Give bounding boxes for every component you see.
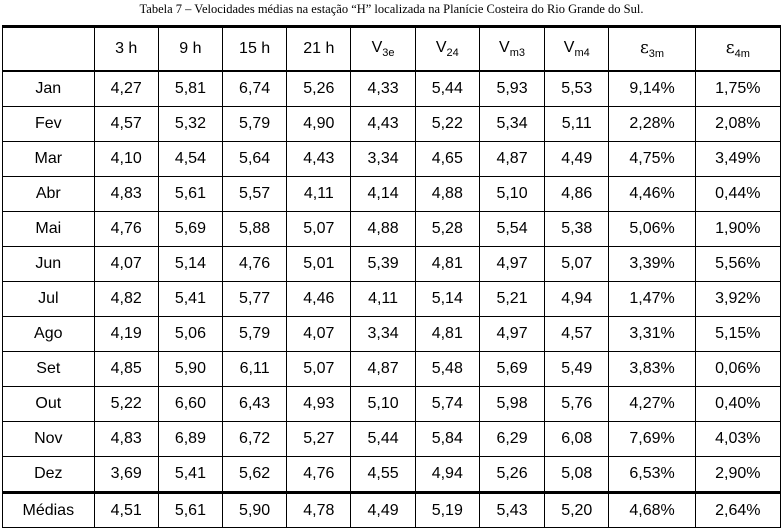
value-cell: 5,22 bbox=[94, 387, 158, 422]
value-cell: 5,28 bbox=[415, 212, 479, 247]
value-cell: 4,94 bbox=[415, 457, 479, 493]
value-cell: 5,54 bbox=[479, 212, 544, 247]
table-row bbox=[3, 457, 781, 493]
value-cell: 1,90% bbox=[695, 212, 780, 247]
value-cell: 3,31% bbox=[609, 317, 695, 352]
value-cell: 4,46% bbox=[609, 177, 695, 212]
value-cell: 4,93 bbox=[287, 387, 351, 422]
value-cell: 0,06% bbox=[695, 352, 780, 387]
header-e4m-sub: 4m bbox=[734, 48, 750, 60]
header-v24-base: V bbox=[435, 39, 447, 56]
month-cell: Dez bbox=[3, 457, 95, 493]
header-e3m-sub: 3m bbox=[648, 48, 665, 60]
table-body bbox=[3, 71, 781, 528]
value-cell: 5,22 bbox=[415, 107, 479, 142]
month-cell: Jan bbox=[3, 71, 95, 107]
value-cell: 4,10 bbox=[94, 142, 158, 177]
value-cell: 5,21 bbox=[479, 282, 544, 317]
value-cell: 1,47% bbox=[609, 282, 695, 317]
value-cell: 5,74 bbox=[415, 387, 479, 422]
month-cell: Jul bbox=[3, 282, 95, 317]
average-value-cell: 5,90 bbox=[223, 493, 287, 528]
value-cell: 5,90 bbox=[158, 352, 222, 387]
value-cell: 9,14% bbox=[609, 71, 695, 107]
value-cell: 5,10 bbox=[479, 177, 544, 212]
value-cell: 5,38 bbox=[545, 212, 609, 247]
value-cell: 6,89 bbox=[158, 422, 222, 457]
value-cell: 6,43 bbox=[223, 387, 287, 422]
value-cell: 5,49 bbox=[545, 352, 609, 387]
table-row bbox=[3, 212, 781, 247]
value-cell: 5,26 bbox=[479, 457, 544, 493]
value-cell: 3,69 bbox=[94, 457, 158, 493]
average-value-cell: 4,51 bbox=[94, 493, 158, 528]
header-vm3-base: V bbox=[499, 39, 510, 56]
value-cell: 6,53% bbox=[609, 457, 695, 493]
value-cell: 4,76 bbox=[94, 212, 158, 247]
month-cell: Abr bbox=[3, 177, 95, 212]
value-cell: 3,83% bbox=[609, 352, 695, 387]
month-cell: Out bbox=[3, 387, 95, 422]
value-cell: 5,64 bbox=[223, 142, 287, 177]
value-cell: 5,14 bbox=[415, 282, 479, 317]
value-cell: 5,69 bbox=[479, 352, 544, 387]
header-v3e bbox=[351, 27, 415, 72]
value-cell: 4,33 bbox=[351, 71, 415, 107]
value-cell: 5,62 bbox=[223, 457, 287, 493]
value-cell: 1,75% bbox=[695, 71, 780, 107]
month-cell: Nov bbox=[3, 422, 95, 457]
value-cell: 4,03% bbox=[695, 422, 780, 457]
value-cell: 5,07 bbox=[545, 247, 609, 282]
table-row bbox=[3, 177, 781, 212]
value-cell: 6,72 bbox=[223, 422, 287, 457]
value-cell: 4,49 bbox=[545, 142, 609, 177]
header-row bbox=[3, 27, 781, 72]
value-cell: 3,92% bbox=[695, 282, 780, 317]
value-cell: 5,98 bbox=[479, 387, 544, 422]
value-cell: 6,08 bbox=[545, 422, 609, 457]
value-cell: 2,28% bbox=[609, 107, 695, 142]
value-cell: 5,06% bbox=[609, 212, 695, 247]
value-cell: 6,11 bbox=[223, 352, 287, 387]
value-cell: 4,83 bbox=[94, 177, 158, 212]
value-cell: 5,15% bbox=[695, 317, 780, 352]
month-cell: Ago bbox=[3, 317, 95, 352]
value-cell: 3,34 bbox=[351, 317, 415, 352]
header-vm3 bbox=[479, 27, 544, 72]
value-cell: 5,57 bbox=[223, 177, 287, 212]
value-cell: 3,49% bbox=[695, 142, 780, 177]
header-15h: 15 h bbox=[223, 27, 287, 72]
value-cell: 5,88 bbox=[223, 212, 287, 247]
value-cell: 2,08% bbox=[695, 107, 780, 142]
value-cell: 4,76 bbox=[287, 457, 351, 493]
value-cell: 4,86 bbox=[545, 177, 609, 212]
value-cell: 0,40% bbox=[695, 387, 780, 422]
value-cell: 4,11 bbox=[287, 177, 351, 212]
value-cell: 5,61 bbox=[158, 177, 222, 212]
value-cell: 4,88 bbox=[415, 177, 479, 212]
header-3h: 3 h bbox=[94, 27, 158, 72]
value-cell: 4,27 bbox=[94, 71, 158, 107]
header-21h: 21 h bbox=[287, 27, 351, 72]
value-cell: 4,85 bbox=[94, 352, 158, 387]
value-cell: 4,27% bbox=[609, 387, 695, 422]
table-row bbox=[3, 247, 781, 282]
value-cell: 4,83 bbox=[94, 422, 158, 457]
value-cell: 4,46 bbox=[287, 282, 351, 317]
value-cell: 5,48 bbox=[415, 352, 479, 387]
velocity-table bbox=[2, 25, 781, 528]
value-cell: 5,77 bbox=[223, 282, 287, 317]
header-blank bbox=[3, 27, 95, 72]
value-cell: 4,88 bbox=[351, 212, 415, 247]
header-e4m bbox=[695, 27, 780, 72]
header-9h: 9 h bbox=[158, 27, 222, 72]
value-cell: 4,11 bbox=[351, 282, 415, 317]
average-value-cell: 5,19 bbox=[415, 493, 479, 528]
value-cell: 5,01 bbox=[287, 247, 351, 282]
value-cell: 5,69 bbox=[158, 212, 222, 247]
table-row bbox=[3, 352, 781, 387]
value-cell: 6,74 bbox=[223, 71, 287, 107]
value-cell: 5,41 bbox=[158, 282, 222, 317]
value-cell: 4,54 bbox=[158, 142, 222, 177]
value-cell: 4,75% bbox=[609, 142, 695, 177]
table-row bbox=[3, 142, 781, 177]
value-cell: 7,69% bbox=[609, 422, 695, 457]
value-cell: 5,93 bbox=[479, 71, 544, 107]
value-cell: 4,87 bbox=[351, 352, 415, 387]
table-row bbox=[3, 387, 781, 422]
header-vm3-sub: m3 bbox=[509, 47, 525, 59]
value-cell: 5,56% bbox=[695, 247, 780, 282]
header-e3m bbox=[609, 27, 695, 72]
value-cell: 5,81 bbox=[158, 71, 222, 107]
value-cell: 4,57 bbox=[545, 317, 609, 352]
header-v3e-sub: 3e bbox=[382, 47, 395, 59]
month-cell: Mai bbox=[3, 212, 95, 247]
month-cell: Jun bbox=[3, 247, 95, 282]
value-cell: 4,97 bbox=[479, 317, 544, 352]
value-cell: 4,87 bbox=[479, 142, 544, 177]
average-value-cell: 4,78 bbox=[287, 493, 351, 528]
value-cell: 5,41 bbox=[158, 457, 222, 493]
value-cell: 4,57 bbox=[94, 107, 158, 142]
month-cell: Mar bbox=[3, 142, 95, 177]
value-cell: 4,19 bbox=[94, 317, 158, 352]
table-row bbox=[3, 422, 781, 457]
value-cell: 0,44% bbox=[695, 177, 780, 212]
averages-row bbox=[3, 493, 781, 528]
table-row bbox=[3, 71, 781, 107]
month-cell: Fev bbox=[3, 107, 95, 142]
header-e4m-base: ε bbox=[725, 38, 735, 58]
value-cell: 4,81 bbox=[415, 247, 479, 282]
value-cell: 5,44 bbox=[415, 71, 479, 107]
value-cell: 5,79 bbox=[223, 317, 287, 352]
table-row bbox=[3, 107, 781, 142]
value-cell: 6,29 bbox=[479, 422, 544, 457]
value-cell: 5,27 bbox=[287, 422, 351, 457]
value-cell: 5,11 bbox=[545, 107, 609, 142]
value-cell: 5,08 bbox=[545, 457, 609, 493]
value-cell: 5,32 bbox=[158, 107, 222, 142]
value-cell: 6,60 bbox=[158, 387, 222, 422]
header-v24 bbox=[415, 27, 479, 72]
value-cell: 4,81 bbox=[415, 317, 479, 352]
value-cell: 5,79 bbox=[223, 107, 287, 142]
table-row bbox=[3, 317, 781, 352]
value-cell: 4,07 bbox=[94, 247, 158, 282]
average-value-cell: 5,61 bbox=[158, 493, 222, 528]
header-e3m-base: ε bbox=[639, 38, 649, 58]
value-cell: 5,07 bbox=[287, 352, 351, 387]
value-cell: 3,39% bbox=[609, 247, 695, 282]
average-value-cell: 2,64% bbox=[695, 493, 780, 528]
average-value-cell: 4,68% bbox=[609, 493, 695, 528]
value-cell: 4,94 bbox=[545, 282, 609, 317]
header-v3e-base: V bbox=[371, 39, 383, 56]
value-cell: 4,55 bbox=[351, 457, 415, 493]
header-vm4-sub: m4 bbox=[574, 47, 590, 59]
average-value-cell: 5,43 bbox=[479, 493, 544, 528]
value-cell: 5,39 bbox=[351, 247, 415, 282]
value-cell: 3,34 bbox=[351, 142, 415, 177]
value-cell: 4,43 bbox=[287, 142, 351, 177]
header-v24-sub: 24 bbox=[446, 47, 459, 59]
averages-label: Médias bbox=[3, 493, 95, 528]
average-value-cell: 5,20 bbox=[545, 493, 609, 528]
header-vm4-base: V bbox=[563, 39, 575, 56]
value-cell: 5,53 bbox=[545, 71, 609, 107]
table-caption: Tabela 7 – Velocidades médias na estação “H” localizada na Planície Costeira do Rio Grande do Sul. bbox=[139, 2, 644, 16]
value-cell: 5,26 bbox=[287, 71, 351, 107]
value-cell: 4,82 bbox=[94, 282, 158, 317]
value-cell: 5,34 bbox=[479, 107, 544, 142]
value-cell: 5,10 bbox=[351, 387, 415, 422]
value-cell: 4,97 bbox=[479, 247, 544, 282]
value-cell: 4,65 bbox=[415, 142, 479, 177]
value-cell: 4,90 bbox=[287, 107, 351, 142]
value-cell: 2,90% bbox=[695, 457, 780, 493]
value-cell: 5,84 bbox=[415, 422, 479, 457]
table-row bbox=[3, 282, 781, 317]
value-cell: 5,76 bbox=[545, 387, 609, 422]
average-value-cell: 4,49 bbox=[351, 493, 415, 528]
value-cell: 5,14 bbox=[158, 247, 222, 282]
value-cell: 4,76 bbox=[223, 247, 287, 282]
header-vm4 bbox=[545, 27, 609, 72]
month-cell: Set bbox=[3, 352, 95, 387]
value-cell: 4,14 bbox=[351, 177, 415, 212]
value-cell: 5,07 bbox=[287, 212, 351, 247]
value-cell: 4,07 bbox=[287, 317, 351, 352]
value-cell: 5,44 bbox=[351, 422, 415, 457]
value-cell: 4,43 bbox=[351, 107, 415, 142]
value-cell: 5,06 bbox=[158, 317, 222, 352]
